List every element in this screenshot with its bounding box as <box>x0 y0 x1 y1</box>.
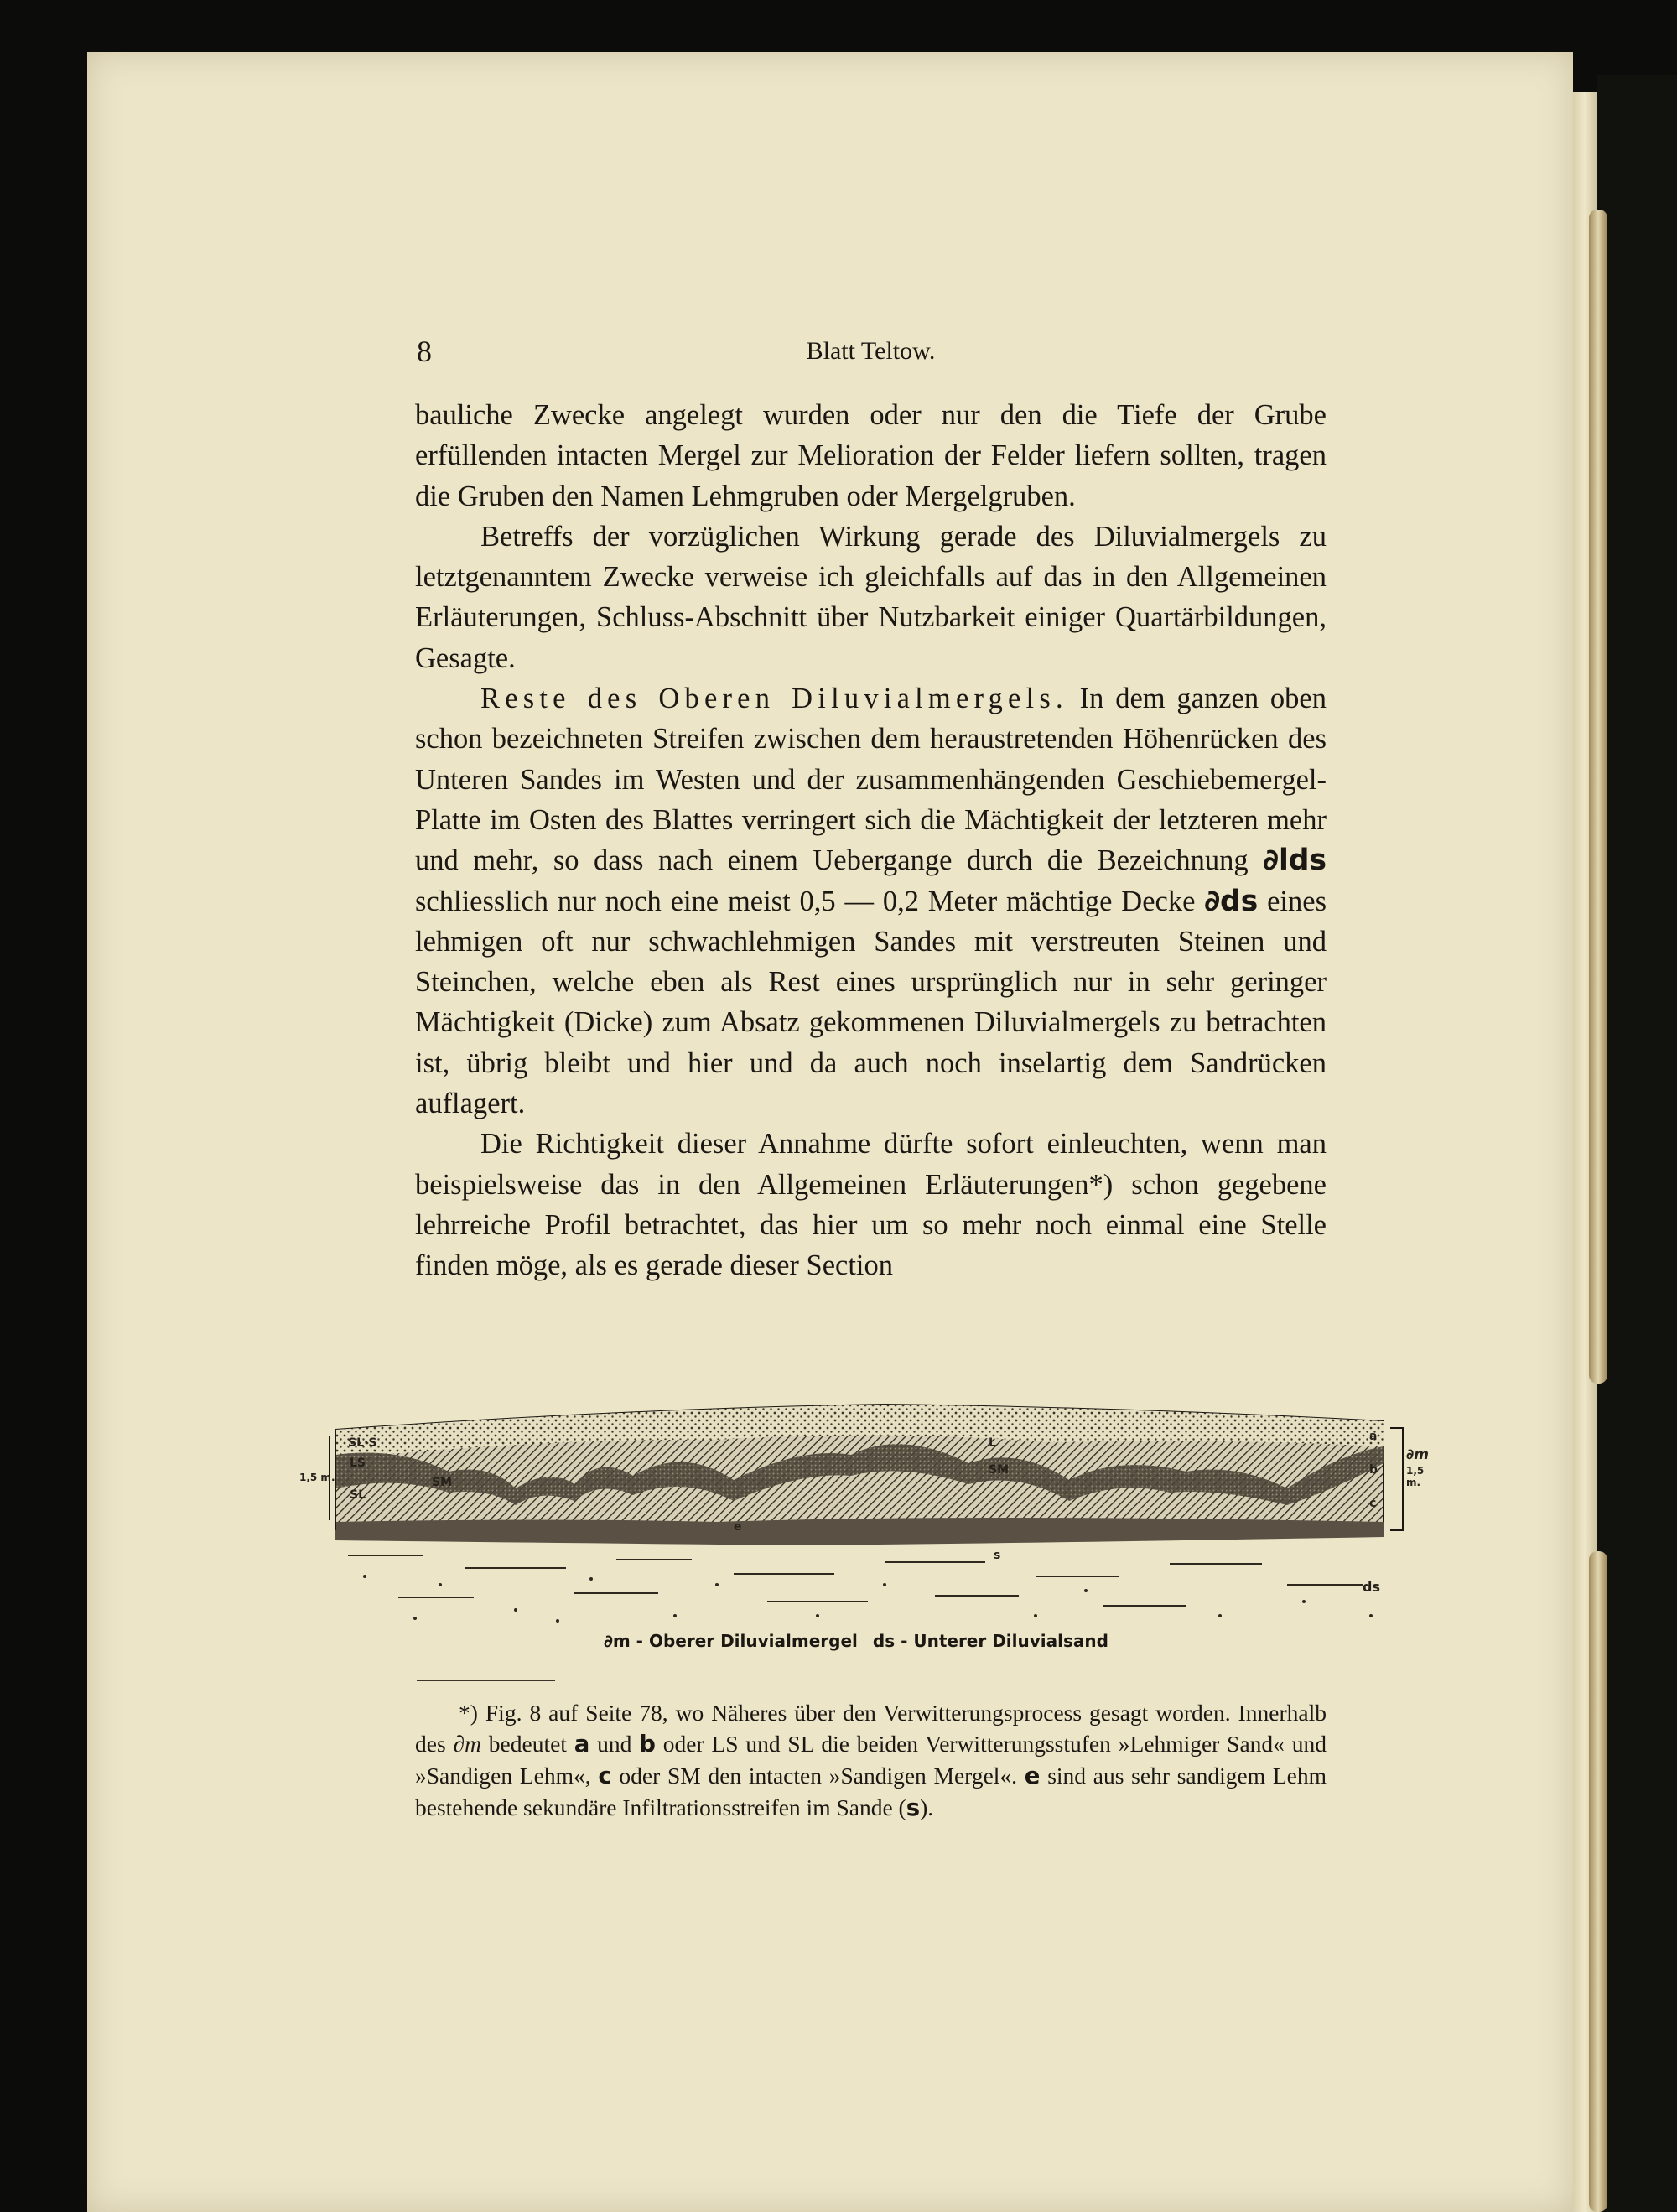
binding-strip-upper <box>1589 210 1607 1384</box>
label-sm: SM <box>432 1476 453 1489</box>
page-header <box>417 334 1325 371</box>
label-sm-2: SM <box>989 1463 1010 1477</box>
footnote <box>415 1697 1327 1824</box>
footnote-rule <box>417 1680 555 1681</box>
footnote-text: *) Fig. 8 auf Seite 78, wo Näheres über den Verwitterungsprocess gesagt worden. Innerhalb des ∂m bedeutet a und b oder LS und SL die beiden Verwitterungsstufen »Lehmiger Sand« und »Sandigen Lehm«, c oder SM den intacten »Sandigen Mergel«. e sind aus sehr sandigem Lehm bestehende sekundäre Infiltrationsstreifen im Sande (s). <box>415 1700 1327 1821</box>
label-l: L <box>989 1436 996 1450</box>
dimension-right: 1,5 m. <box>1406 1465 1425 1488</box>
body-text <box>415 395 1327 1286</box>
paragraph-1: bauliche Zwecke angelegt wurden oder nur den die Tiefe der Grube erfüllenden intacten Mergel zur Melioration der Felder liefern sollten, tragen die Gruben den Namen Lehmgruben oder Mergelgruben. <box>415 399 1327 512</box>
paragraph-2: Betreffs der vorzüglichen Wirkung gerade des Diluvialmergels zu letztgenanntem Zwecke verweise ich gleichfalls auf das in den Allgemeinen Erläuterungen, Schluss-Abschnitt über Nutzbarkeit einiger Quartärbildungen, Gesagte. <box>415 520 1327 674</box>
label-e: e <box>734 1520 742 1534</box>
label-dm: ∂m <box>1406 1446 1429 1463</box>
page-number: 8 <box>417 335 432 368</box>
label-sl-s: SL·S <box>348 1436 377 1450</box>
paragraph-3: Reste des Oberen Diluvialmergels. In dem ganzen oben schon bezeichneten Streifen zwischen dem heraustretenden Höhenrücken des Unteren Sandes im Westen und der zusammenhängenden Geschiebemergel-Platte im Osten des Blattes verringert sich die Mächtigkeit der letzteren mehr und mehr, so dass nach einem Uebergange durch die Bezeichnung ∂lds schliesslich nur noch eine meist 0,5 — 0,2 Meter mächtige Decke ∂ds eines lehmigen oft nur schwachlehmigen Sandes mit verstreuten Steinen und Steinchen, welche eben als Rest eines ursprünglich nur in sehr geringer Mächtigkeit (Dicke) zum Absatz gekommenen Diluvialmergels zu betrachten ist, übrig bleibt und hier und da auch noch inselartig dem Sandrücken auflagert. <box>415 683 1327 1120</box>
legend-unterer-diluvialsand: ds - Unterer Diluvialsand <box>872 1631 1108 1651</box>
label-b: b <box>1369 1463 1378 1477</box>
map-symbol-dds: ∂ds <box>1204 884 1259 918</box>
scan-background <box>1597 75 1677 2212</box>
binding-strip-lower <box>1589 1551 1607 2212</box>
label-sl: SL <box>350 1488 366 1502</box>
label-s: s <box>994 1549 1001 1562</box>
running-title: Blatt Teltow. <box>806 337 936 365</box>
dimension-left: 1,5 m. <box>299 1472 335 1483</box>
legend-oberer-diluvialmergel: ∂m - Oberer Diluvialmergel <box>604 1631 858 1651</box>
label-ds: ds <box>1363 1579 1380 1595</box>
paragraph-4: Die Richtigkeit dieser Annahme dürfte sofort einleuchten, wenn man beispielsweise das in den Allgemeinen Erläuterungen*) schon gegebene lehrreiche Profil betrachtet, das hier um so mehr noch einmal eine Stelle finden möge, als es gerade dieser Section <box>415 1128 1327 1282</box>
profile-drawing <box>298 1396 1438 1631</box>
section-heading: Reste des Oberen Diluvialmergels. <box>480 683 1068 715</box>
label-ls: LS <box>350 1456 366 1470</box>
label-a: a <box>1369 1430 1378 1443</box>
label-c: c <box>1369 1497 1377 1510</box>
geological-profile-figure <box>298 1396 1438 1660</box>
map-symbol-dlds: ∂lds <box>1263 844 1327 878</box>
figure-legend <box>604 1631 1108 1651</box>
